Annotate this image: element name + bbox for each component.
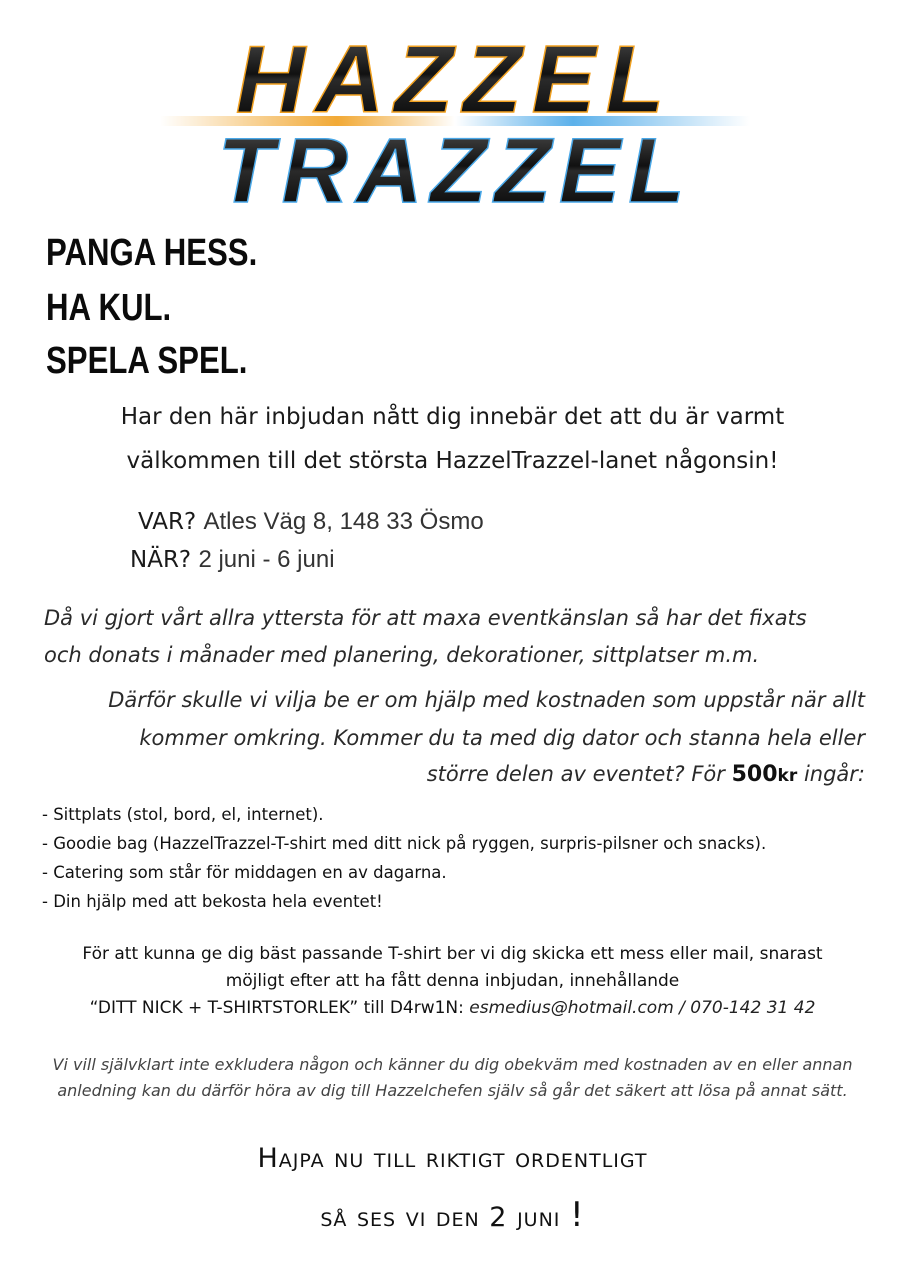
- list-item: - Catering som står för middagen en av dagarna.: [42, 863, 447, 882]
- cost-text-line-1: Därför skulle vi vilja be er om hjälp med kostnaden som uppstår när allt: [108, 688, 865, 712]
- contact-line-2: möjligt efter att ha fått denna inbjudan, innehållande: [225, 971, 680, 991]
- hazzel-trazzel-logo: [160, 12, 750, 232]
- where-label: VAR?: [138, 509, 197, 535]
- closing-line-2: [0, 1195, 905, 1235]
- when-label: NÄR?: [130, 547, 192, 573]
- slogan-ha-kul: HA KUL.: [46, 287, 172, 329]
- event-text-line-2: och donats i månader med planering, dekorationer, sittplatser m.m.: [44, 643, 760, 667]
- footnote-line-2: anledning kan du därför höra av dig till Hazzelchefen själv så går det säkert att lösa på annat sätt.: [57, 1081, 848, 1100]
- logo-word-bottom: TRAZZEL: [217, 120, 693, 222]
- list-item: - Sittplats (stol, bord, el, internet).: [42, 805, 324, 824]
- contact-line-3: [0, 998, 905, 1018]
- included-list: [42, 800, 766, 916]
- closing-line-1: Hajpa nu till riktigt ordentligt: [257, 1143, 648, 1174]
- list-item: - Din hjälp med att bekosta hela eventet!: [42, 892, 383, 911]
- contact-instruction: “DITT NICK + T-SHIRTSTORLEK” till D4rw1N:: [89, 998, 464, 1018]
- closing-exclamation: !: [570, 1195, 585, 1235]
- contact-details: esmedius@hotmail.com / 070-142 31 42: [469, 998, 816, 1018]
- slogan-spela-spel: SPELA SPEL.: [46, 340, 248, 382]
- price-unit: kr: [777, 766, 798, 786]
- where-row: [138, 508, 484, 536]
- intro-line-1: Har den här inbjudan nått dig innebär det att du är varmt: [120, 404, 785, 430]
- closing-line-2-text: så ses vi den 2 juni: [320, 1202, 561, 1233]
- list-item: - Goodie bag (HazzelTrazzel-T-shirt med ditt nick på ryggen, surpris-pilsner och snacks).: [42, 834, 767, 853]
- where-value: Atles Väg 8, 148 33 Ösmo: [203, 508, 484, 535]
- contact-line-1: För att kunna ge dig bäst passande T-shirt ber vi dig skicka ett mess eller mail, snarast: [82, 944, 823, 964]
- logo-word-top: HAZZEL: [235, 26, 675, 133]
- intro-line-2: välkommen till det största HazzelTrazzel-lanet någonsin!: [126, 448, 779, 474]
- cost-text-line-3-prefix: större delen av eventet? För: [426, 762, 725, 786]
- price-badge: [732, 762, 798, 787]
- cost-text-line-2: kommer omkring. Kommer du ta med dig dator och stanna hela eller: [139, 726, 865, 750]
- event-text-line-1: Då vi gjort vårt allra yttersta för att maxa eventkänslan så har det fixats: [44, 606, 807, 630]
- price-amount: 500: [731, 762, 778, 787]
- slogan-panga-hess: PANGA HESS.: [46, 232, 258, 274]
- when-value: 2 juni - 6 juni: [198, 546, 335, 573]
- footnote-line-1: Vi vill självklart inte exkludera någon och känner du dig obekväm med kostnaden av en eller annan: [52, 1055, 853, 1074]
- when-row: [130, 546, 335, 574]
- cost-text-line-3-suffix: ingår:: [803, 762, 865, 786]
- cost-text-line-3: [427, 762, 865, 787]
